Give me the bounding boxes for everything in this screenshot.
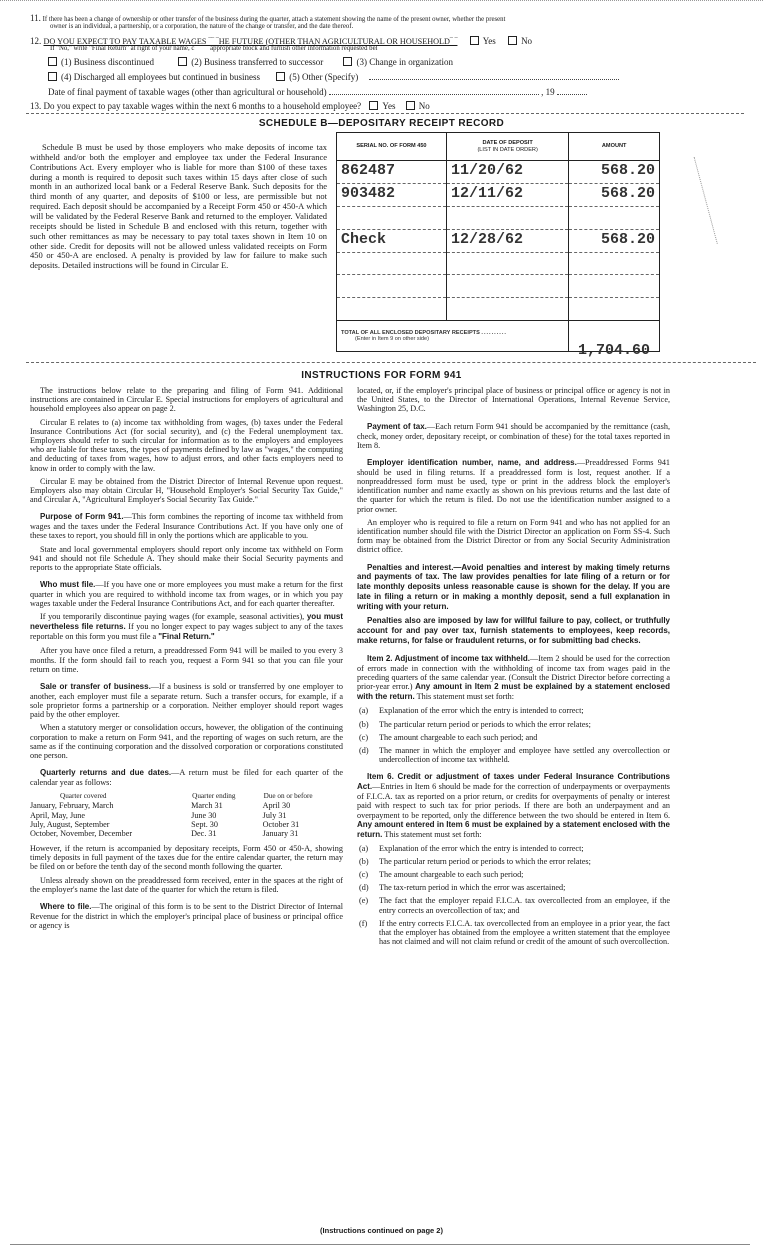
divider: [26, 113, 744, 114]
amount-cell[interactable]: [569, 206, 659, 229]
table-row: [337, 183, 659, 206]
q12-options-row2: (4) Discharged all employees but continued in business (5) Other (Specify): [48, 72, 741, 82]
date-cell[interactable]: [446, 252, 568, 275]
list-item: (b) The particular return period or periods to which the error relates;: [359, 719, 591, 729]
list-item: (d) The tax-return period in which the error was ascertained;: [359, 883, 566, 893]
final-payment-year-field[interactable]: [557, 94, 587, 95]
list-item: (f) If the entry corrects F.I.C.A. tax overcollected from an employee in a prior year, the fact that the employer has obtained from the employee a written statement that the employee has not claimed and will not claim refund or credit of the amount of such overcollection.: [359, 918, 670, 947]
table-row: [337, 161, 659, 184]
q12-yes-checkbox[interactable]: [470, 36, 479, 45]
bottom-rule: [10, 1244, 750, 1245]
receipt-table: [336, 132, 660, 352]
serial-cell[interactable]: [337, 252, 446, 275]
instructions-left-column: The instructions below relate to the preparing and filing of Form 941. Additional instructions are contained in Circular E. Special instructions for employers of agricultural and household employees also appear on page 2. Circular E relates to (a) income tax withholding from wages, (b) taxes under the Federal Insurance Contributions Act (for social security), and (c) the Federal unemployment tax. Employers should refer to such circular for information as to the employers and employees who are liable for these taxes, the types of payments defined by law as "wages," the computing and deducting of taxes from wages, how to adjust errors, and other facts employers need to know in order to comply with the law. Circular E may be obtained from the District Director of Internal Revenue upon request. Employers also may obtain Circular H, "Household Employer's Social Security Tax Guide," and Circular A, "Agricultural Employer's Social Security Tax Guide." Purpose of Form 941.—This form combines the reporting of income tax withheld from wages and the taxes under the Federal Insurance Contributions Act. If you have only one of these taxes to report, you should fill in only the portions which are applicable to you. State and local governmental employers should report only income tax withheld on Form 941 and should not file Schedule A. They should make their Social Security payments and reports to the appropriate State officials. Who must file.—If you have one or more employees you must make a return for the first quarter in which you are required to withhold income tax from wages, or in which you pay wages taxable under the Federal Insurance Contributions Act, and for each quarter thereafter. If you temporarily discontinue paying wages (for example, seasonal activities), you must nevertheless file returns. If you no longer expect to pay wages subject to any of the taxes reportable on this form you must file a "Final Return." After you have once filed a return, a preaddressed Form 941 will be mailed to you every 3 months. If the form should fail to reach you, request a Form 941 so that you can file your return on time. Sale or transfer of business.—If a business is sold or transferred by one employer to another, each employer must file a separate return. Such a transfer occurs, for example, if a sole proprietor forms a partnership or a corporation. Neither employer should report wages paid by the other employer. When a statutory merger or consolidation occurs, however, the obligation of the continuing corporation to make a return on Form 941, and the reporting of wages on such return, are the same as if the continuing corporation and the dissolved corporation or corporations constituted one person. Quarterly returns and due dates.—A return must be filed for each quarter of the calendar year as follows: Quarter covered Quarter ending Due on or before January, February, March March 31 April 30 April, May, June June 30 July 31 July, August, September Sept. 30 October 31 October, November, December Dec. 31 January 31 However, if the return is accompanied by depositary receipts, Form 450 or 450-A, showing timely deposits in full payment of the taxes due for the entire calendar quarter, the return may be filed on or before the tenth day of the second month following the quarter. Unless already shown on the preaddressed form received, enter in the spaces at the right of the employer's name the last date of the quarter for which the return is filed. Where to file.—The original of this form is to be sent to the District Director of Internal Revenue for the district in which the employer's principal place of business or principal office or agency is: [30, 386, 344, 931]
col-serial: SERIAL NO. OF FORM 450: [337, 133, 446, 161]
scan-mark: [694, 154, 728, 244]
q12-options-row1: (1) Business discontinued (2) Business transferred to successor (3) Change in organization: [48, 57, 741, 67]
question-11: 11. If there has been a change of ownership or other transfer of the business during the quarter, attach a statement showing the name of the present owner, whether the present owner is an individual, a partnership, or a corporation, the nature of the change or transfer, and the date thereof.: [30, 13, 506, 31]
amount-cell[interactable]: [569, 298, 659, 321]
table-row: [337, 275, 659, 298]
date-cell[interactable]: [446, 206, 568, 229]
amount-cell[interactable]: [569, 275, 659, 298]
date-cell[interactable]: 12/28/62: [446, 229, 568, 252]
amount-cell[interactable]: 568.20: [569, 183, 659, 206]
list-item: (e) The fact that the employer repaid F.I.C.A. tax overcollected from an employee, if the entry corrects an overcollection of tax; and: [359, 896, 670, 915]
date-cell[interactable]: 12/11/62: [446, 183, 568, 206]
instructions-right-column: located, or, if the employer's principal place of business or principal office or agency is not in the United States, to the Director of International Operations, Internal Revenue Service, Washington 25, D.C. Payment of tax.—Each return Form 941 should be accompanied by the remittance (cash, check, money order, depositary receipt, or combination of these) for the total taxes reported in Item 8. Employer identification number, name, and address.—Preaddressed Forms 941 should be used in filing returns. If a preaddressed form is lost, request another. If a nonpreaddressed form must be used, type or print in the address block the employer's identification number and name exactly as shown on his previous returns and the last date of the quarter for which the return is filed. Do not use the identification number assigned to a prior owner. An employer who is required to file a return on Form 941 and who has not applied for an identification number should file with the District Director an application on Form SS-4. Such form may be obtained from the District Director or from any Social Security Administration district office. Penalties and interest.—Avoid penalties and interest by making timely returns and payments of tax. The law provides penalties for late filing of a return or for late monthly deposits unless reasonable cause is shown for the delay. If you are late in filing a return or in making a monthly deposit, send a full explanation in writing with your return. Penalties also are imposed by law for willful failure to pay, collect, or truthfully account for and pay over tax, furnish statements to employees, keep records, make returns, for false or fraudulent returns, or for submitting bad checks. Item 2. Adjustment of income tax withheld.—Item 2 should be used for the correction of errors made in connection with the withholding of income tax from wages paid in the preceding quarters of the same calendar year. (Consult the District Director before correcting a prior-year error.) Any amount in Item 2 must be explained by a statement enclosed with the return. This statement must set forth: (a) Explanation of the error which the entry is intended to correct; (b) The particular return period or periods to which the error relates; (c) The amount chargeable to each such period; and (d) The manner in which the employer and employee have settled any overcollection or undercollection of income tax withheld. Item 6. Credit or adjustment of taxes under Federal Insurance Contributions Act.—Entries in Item 6 should be made for the correction of underpayments or overpayments of F.I.C.A. tax as reported on a prior return, or credits for overpayments of penalty or interest paid with respect to such tax for prior periods. If there are both an underpayment and an overpayment to be reported, only the difference between the two should be entered in Item 6. Any amount entered in Item 6 must be explained by a statement enclosed with the return. This statement must set forth: (a) Explanation of the error which the entry is intended to correct; (b) The particular return period or periods to which the error relates; (c) The amount chargeable to each such period; (d) The tax-return period in which the error was ascertained; (e) The fact that the employer repaid F.I.C.A. tax overcollected from an employee, if the entry corrects an overcollection of tax; and (f) If the entry corrects F.I.C.A. tax overcollected from an employee in a prior year, the fact that the employer has obtained from the employee a written statement that the employee has not claimed and will not claim refund or credit of the amount of such overcollection.: [357, 386, 671, 947]
quarter-table: Quarter covered Quarter ending Due on or before January, February, March March 31 April 30 April, May, June June 30 July 31 July, August, September Sept. 30 October 31 October, November, December Dec. 31 January 31: [30, 791, 343, 838]
schedule-b-title: SCHEDULE B—DEPOSITARY RECEIPT RECORD: [258, 118, 505, 129]
serial-cell[interactable]: Check: [337, 229, 446, 252]
serial-cell[interactable]: [337, 298, 446, 321]
list-item: (a) Explanation of the error which the entry is intended to correct;: [359, 706, 584, 716]
serial-cell[interactable]: 903482: [337, 183, 446, 206]
serial-cell[interactable]: [337, 206, 446, 229]
schedule-b-paragraph: Schedule B must be used by those employers who make deposits of income tax withheld and/or both the employer and employee tax under the Federal Insurance Contributions Act. Every employer who is liable for more than $100 of these taxes during a month is required to deposit such taxes within 15 days after close of such month in an authorized local bank or a Federal Reserve Bank. Such deposits for the third month of any quarter, and deposits of $100 or less, are permissible but not required. Each deposit should be accompanied by a Receipt Form 450 or 450-A which will be validated by the Federal Reserve Bank and returned to the employer. Validated receipts should be listed in Schedule B and enclosed with this return, together with such other remittances as may be necessary to pay total taxes shown in Item 10 on other side. Credit for deposits will not be allowed unless validated receipts on Form 450 or 450-A are enclosed. A penalty is provided by law for failure to make such deposits. Detailed instructions will be found in Circular E.: [30, 142, 327, 271]
q12-no-checkbox[interactable]: [508, 36, 517, 45]
specify-field[interactable]: [369, 79, 619, 80]
serial-cell[interactable]: [337, 275, 446, 298]
list-item: (c) The amount chargeable to each such period; and: [359, 732, 538, 742]
amount-cell[interactable]: 568.20: [569, 161, 659, 184]
q13-no-checkbox[interactable]: [406, 101, 415, 110]
serial-cell[interactable]: 862487: [337, 161, 446, 184]
total-label: TOTAL OF ALL ENCLOSED DEPOSITARY RECEIPTS .......... (Enter in Item 9 on other side): [337, 321, 569, 351]
question-12-note: If "No," write "Final Return" at right of your name, c appropriate block and furnish other information requested bel: [50, 45, 378, 52]
table-row: [337, 252, 659, 275]
question-12: 12. DO YOU EXPECT TO PAY TAXABLE WAGES ‾‾ ‾HE FUTURE (OTHER THAN AGRICULTURAL OR HOUSEHOLD‾ ‾ Yes No: [30, 36, 533, 46]
q13-yes-checkbox[interactable]: [369, 101, 378, 110]
amount-cell[interactable]: 568.20: [569, 229, 659, 252]
list-item: (c) The amount chargeable to each such period;: [359, 870, 524, 880]
opt2-checkbox[interactable]: [178, 57, 187, 66]
opt3-checkbox[interactable]: [343, 57, 352, 66]
opt1-checkbox[interactable]: [48, 57, 57, 66]
list-item: (b) The particular return period or periods to which the error relates;: [359, 856, 591, 866]
opt4-checkbox[interactable]: [48, 72, 57, 81]
table-row: October, November, December Dec. 31 January 31: [30, 828, 299, 838]
date-cell[interactable]: 11/20/62: [446, 161, 568, 184]
continued-note: (Instructions continued on page 2): [320, 1226, 443, 1235]
table-row: [337, 229, 659, 252]
table-row: July, August, September Sept. 30 October 31: [30, 819, 300, 829]
date-cell[interactable]: [446, 298, 568, 321]
table-row: January, February, March March 31 April 30: [30, 801, 291, 811]
instructions-title: INSTRUCTIONS FOR FORM 941: [301, 370, 462, 381]
amount-cell[interactable]: [569, 252, 659, 275]
col-amount: AMOUNT: [569, 133, 659, 161]
col-date: DATE OF DEPOSIT (LIST IN DATE ORDER): [446, 133, 568, 161]
final-payment-date-field[interactable]: [329, 94, 539, 95]
table-row: [337, 206, 659, 229]
top-edge: [0, 0, 763, 2]
divider: [26, 362, 756, 363]
date-cell[interactable]: [446, 275, 568, 298]
list-item: (a) Explanation of the error which the entry is intended to correct;: [359, 843, 584, 853]
total-amount: 1,704.60: [578, 342, 651, 359]
opt5-checkbox[interactable]: [276, 72, 285, 81]
final-payment-row: Date of final payment of taxable wages (other than agricultural or household) , 19: [48, 87, 741, 97]
table-row: [337, 298, 659, 321]
question-13: 13. Do you expect to pay taxable wages within the next 6 months to a household employee? Yes No: [30, 101, 430, 111]
list-item: (d) The manner in which the employer and employee have settled any overcollection or undercollection of income tax withheld.: [359, 745, 670, 765]
table-row: April, May, June June 30 July 31: [30, 810, 287, 820]
